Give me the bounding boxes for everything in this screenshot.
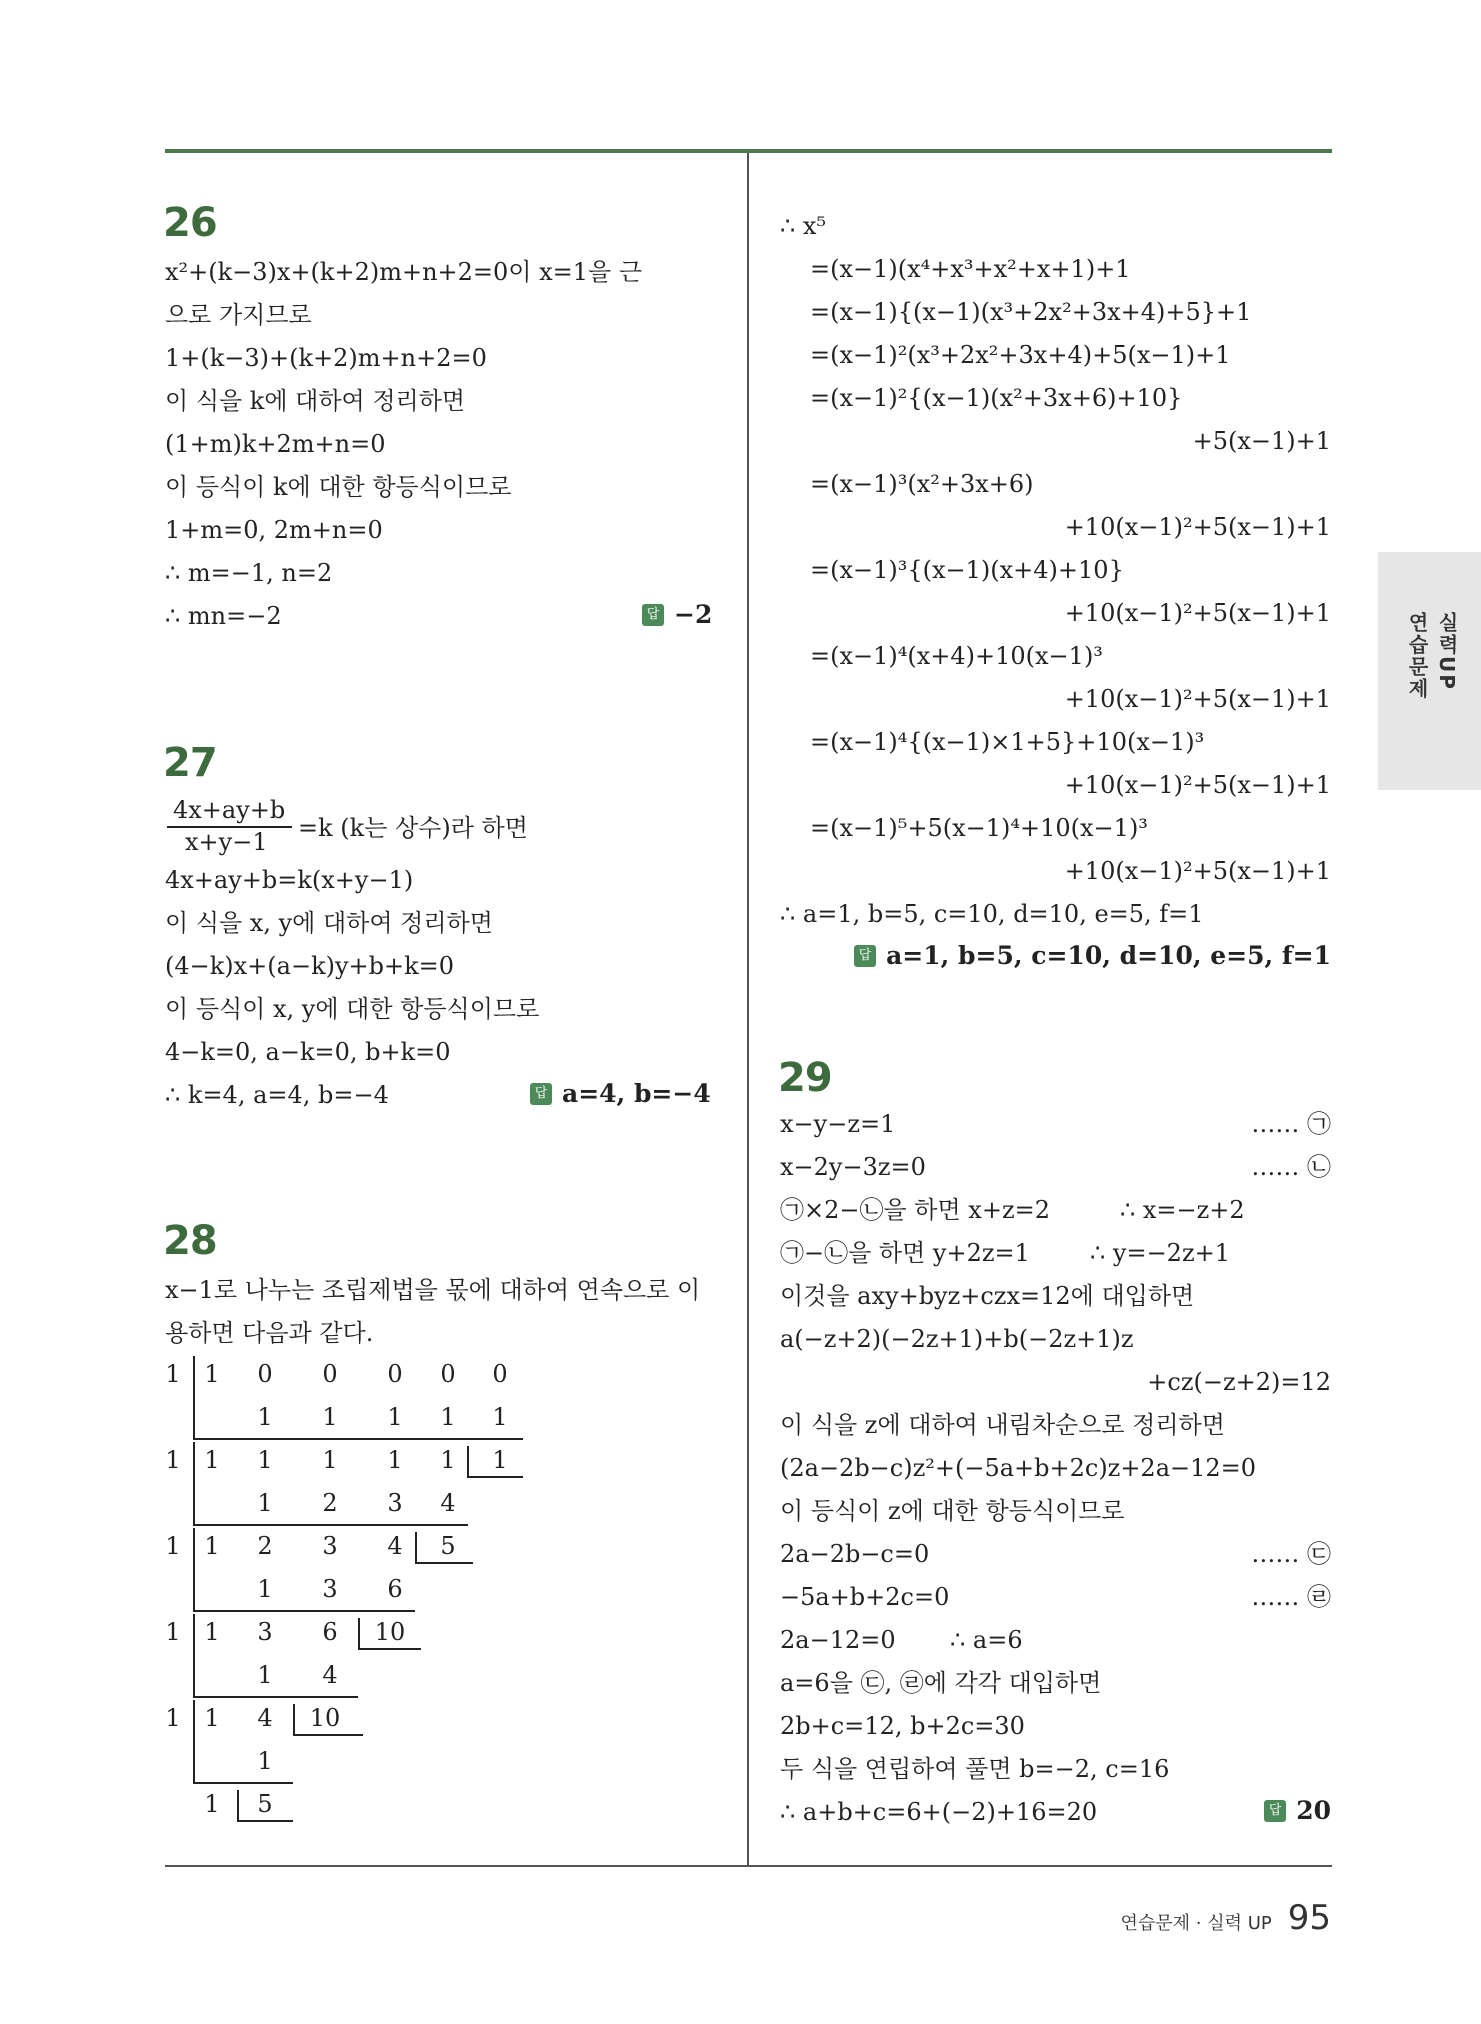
p27-line: 이 등식이 x, y에 대한 항등식이므로 — [165, 995, 540, 1023]
p26-line: ∴ mn=−2 — [165, 602, 282, 630]
answer-badge: 답 — [642, 604, 664, 626]
syn-vline — [193, 1700, 195, 1782]
syn-divisor: 1 — [165, 1446, 181, 1474]
p27-frac-denominator: x+y−1 — [185, 828, 268, 856]
syn-hline — [415, 1562, 473, 1564]
p28-line: 용하면 다음과 같다. — [165, 1319, 374, 1347]
syn-cell: 1 — [204, 1532, 220, 1560]
syn-cell: 4 — [257, 1704, 273, 1732]
syn-cell: 1 — [492, 1403, 508, 1431]
syn-remainder: 5 — [257, 1790, 273, 1818]
syn-cell: 3 — [322, 1532, 338, 1560]
syn-cell: 4 — [322, 1661, 338, 1689]
p29-line: 이 등식이 z에 대한 항등식이므로 — [780, 1497, 1125, 1525]
column-divider — [747, 153, 749, 1865]
bottom-rule — [165, 1865, 1332, 1867]
p29-mark: …… ㉢ — [1251, 1540, 1331, 1568]
syn-cell: 3 — [257, 1618, 273, 1646]
p28-right-line: =(x−1)⁴{(x−1)×1+5}+10(x−1)³ — [810, 728, 1205, 756]
p29-answer — [1264, 1796, 1331, 1825]
p26-line: 으로 가지므로 — [165, 301, 312, 329]
syn-hline — [193, 1782, 293, 1784]
p27-frac-rest: =k (k는 상수)라 하면 — [298, 814, 528, 842]
synthetic-division — [165, 1360, 545, 1840]
p28-right-line: +10(x−1)²+5(x−1)+1 — [1064, 857, 1331, 885]
syn-hline — [193, 1438, 523, 1440]
syn-cell: 1 — [257, 1661, 273, 1689]
p28-right-line: =(x−1)²(x³+2x²+3x+4)+5(x−1)+1 — [810, 341, 1231, 369]
syn-cell: 4 — [387, 1532, 403, 1560]
p28-right-line: =(x−1)⁴(x+4)+10(x−1)³ — [810, 642, 1103, 670]
syn-divisor: 1 — [165, 1618, 181, 1646]
p29-line: ㉠×2−㉡을 하면 x+z=2 — [780, 1196, 1050, 1224]
answer-badge: 답 — [854, 945, 876, 967]
syn-remainder: 1 — [492, 1446, 508, 1474]
syn-cell: 6 — [387, 1575, 403, 1603]
p28-answer-value: a=1, b=5, c=10, d=10, e=5, f=1 — [886, 941, 1331, 970]
syn-hline — [293, 1734, 363, 1736]
syn-cell: 0 — [257, 1360, 273, 1388]
p27-line: 4x+ay+b=k(x+y−1) — [165, 866, 414, 894]
p28-right-line: ∴ a=1, b=5, c=10, d=10, e=5, f=1 — [780, 900, 1204, 928]
syn-cell: 1 — [257, 1747, 273, 1775]
side-tab-line1: 실력UP — [1435, 612, 1459, 691]
p26-line: 이 식을 k에 대하여 정리하면 — [165, 387, 466, 415]
p29-mark: …… ㉡ — [1251, 1153, 1331, 1181]
syn-cell: 4 — [440, 1489, 456, 1517]
answer-badge: 답 — [1264, 1800, 1286, 1822]
syn-cell: 0 — [387, 1360, 403, 1388]
syn-cell: 1 — [204, 1360, 220, 1388]
syn-hline — [358, 1648, 421, 1650]
p26-line: 1+(k−3)+(k+2)m+n+2=0 — [165, 344, 487, 372]
p29-line: 이 식을 z에 대하여 내림차순으로 정리하면 — [780, 1411, 1225, 1439]
syn-vline — [193, 1614, 195, 1696]
syn-cell: 3 — [322, 1575, 338, 1603]
p29-line: (2a−2b−c)z²+(−5a+b+2c)z+2a−12=0 — [780, 1454, 1257, 1482]
p29-line: −5a+b+2c=0 — [780, 1583, 950, 1611]
p26-line: ∴ m=−1, n=2 — [165, 559, 333, 587]
syn-remainder: 10 — [309, 1704, 341, 1732]
syn-divisor: 1 — [165, 1704, 181, 1732]
footer-section-title: 연습문제 · 실력 UP — [1120, 1913, 1272, 1934]
syn-hline — [467, 1476, 523, 1478]
syn-remainder: 5 — [440, 1532, 456, 1560]
p28-right-line: =(x−1)²{(x−1)(x²+3x+6)+10} — [810, 384, 1183, 412]
answer-badge: 답 — [530, 1083, 552, 1105]
syn-vline — [293, 1704, 295, 1734]
syn-hline — [193, 1524, 468, 1526]
p29-answer-value: 20 — [1296, 1796, 1331, 1825]
syn-cell: 2 — [257, 1532, 273, 1560]
p29-side: ∴ a=6 — [950, 1626, 1023, 1654]
side-tab-line2: 연습문제 — [1405, 612, 1429, 700]
p26-answer — [642, 600, 712, 629]
page-footer — [1120, 1898, 1331, 1938]
syn-vline — [193, 1442, 195, 1524]
syn-hline — [237, 1820, 293, 1822]
p27-line: (4−k)x+(a−k)y+b+k=0 — [165, 952, 455, 980]
syn-vline — [358, 1618, 360, 1648]
p28-right-line: +10(x−1)²+5(x−1)+1 — [1064, 771, 1331, 799]
syn-divisor: 1 — [165, 1532, 181, 1560]
p28-right-line: +10(x−1)²+5(x−1)+1 — [1064, 599, 1331, 627]
problem-29-number: 29 — [778, 1055, 832, 1101]
p29-line: 이것을 axy+byz+czx=12에 대입하면 — [780, 1282, 1195, 1310]
syn-cell: 1 — [322, 1403, 338, 1431]
p27-line: 4−k=0, a−k=0, b+k=0 — [165, 1038, 451, 1066]
syn-vline — [193, 1528, 195, 1610]
p29-line: ∴ a+b+c=6+(−2)+16=20 — [780, 1798, 1098, 1826]
syn-cell: 1 — [257, 1575, 273, 1603]
syn-cell: 0 — [492, 1360, 508, 1388]
syn-cell: 1 — [257, 1446, 273, 1474]
p29-mark: …… ㉣ — [1251, 1583, 1331, 1611]
p29-line: ㉠−㉡을 하면 y+2z=1 — [780, 1239, 1030, 1267]
p26-answer-value: −2 — [674, 600, 713, 629]
page-number: 95 — [1287, 1898, 1331, 1938]
p28-right-line: =(x−1)⁵+5(x−1)⁴+10(x−1)³ — [810, 814, 1148, 842]
p28-right-line: +10(x−1)²+5(x−1)+1 — [1064, 685, 1331, 713]
p28-right-line: =(x−1){(x−1)(x³+2x²+3x+4)+5}+1 — [810, 298, 1252, 326]
syn-cell: 3 — [387, 1489, 403, 1517]
p26-line: (1+m)k+2m+n=0 — [165, 430, 386, 458]
syn-cell: 1 — [204, 1704, 220, 1732]
problem-27-number: 27 — [163, 740, 217, 786]
chapter-side-tab — [1378, 552, 1481, 790]
p29-line: a(−z+2)(−2z+1)+b(−2z+1)z — [780, 1325, 1134, 1353]
syn-divisor: 1 — [165, 1360, 181, 1388]
syn-cell: 1 — [257, 1403, 273, 1431]
p26-line: 이 등식이 k에 대한 항등식이므로 — [165, 473, 512, 501]
p28-right-line: ∴ x⁵ — [780, 212, 827, 240]
p29-side: ∴ y=−2z+1 — [1090, 1239, 1230, 1267]
p27-line: ∴ k=4, a=4, b=−4 — [165, 1081, 389, 1109]
p28-right-line: +5(x−1)+1 — [1192, 427, 1331, 455]
syn-cell: 1 — [204, 1446, 220, 1474]
problem-26-number: 26 — [163, 200, 217, 246]
syn-cell: 1 — [440, 1446, 456, 1474]
syn-vline — [237, 1790, 239, 1820]
p29-line: x−2y−3z=0 — [780, 1153, 926, 1181]
syn-vline — [193, 1356, 195, 1438]
p28-line: x−1로 나누는 조립제법을 몫에 대하여 연속으로 이 — [165, 1276, 701, 1304]
syn-hline — [193, 1696, 358, 1698]
syn-cell: 1 — [322, 1446, 338, 1474]
syn-cell: 0 — [440, 1360, 456, 1388]
p29-side: ∴ x=−z+2 — [1120, 1196, 1245, 1224]
p29-mark: …… ㉠ — [1251, 1110, 1331, 1138]
p29-line: 2b+c=12, b+2c=30 — [780, 1712, 1025, 1740]
p27-answer-value: a=4, b=−4 — [562, 1079, 711, 1108]
problem-28-number: 28 — [163, 1218, 217, 1264]
p28-right-line: +10(x−1)²+5(x−1)+1 — [1064, 513, 1331, 541]
p27-line: 이 식을 x, y에 대하여 정리하면 — [165, 909, 493, 937]
syn-remainder: 10 — [374, 1618, 406, 1646]
p28-answer — [854, 941, 1331, 970]
p26-line: 1+m=0, 2m+n=0 — [165, 516, 383, 544]
p26-line: x²+(k−3)x+(k+2)m+n+2=0이 x=1을 근 — [165, 258, 643, 286]
p29-line: x−y−z=1 — [780, 1110, 896, 1138]
syn-hline — [193, 1610, 415, 1612]
p29-line: 두 식을 연립하여 풀면 b=−2, c=16 — [780, 1755, 1170, 1783]
syn-cell: 1 — [204, 1790, 220, 1818]
p29-line: 2a−12=0 — [780, 1626, 896, 1654]
syn-cell: 1 — [440, 1403, 456, 1431]
syn-cell: 0 — [322, 1360, 338, 1388]
syn-cell: 1 — [387, 1446, 403, 1474]
p27-frac-numerator: 4x+ay+b — [173, 796, 286, 824]
p28-right-line: =(x−1)³(x²+3x+6) — [810, 470, 1034, 498]
syn-vline — [467, 1446, 469, 1476]
syn-vline — [415, 1532, 417, 1562]
p29-line: +cz(−z+2)=12 — [1147, 1368, 1331, 1396]
syn-cell: 1 — [387, 1403, 403, 1431]
syn-cell: 1 — [204, 1618, 220, 1646]
p29-line: a=6을 ㉢, ㉣에 각각 대입하면 — [780, 1669, 1102, 1697]
p28-right-line: =(x−1)(x⁴+x³+x²+x+1)+1 — [810, 255, 1131, 283]
p28-right-line: =(x−1)³{(x−1)(x+4)+10} — [810, 556, 1124, 584]
syn-cell: 2 — [322, 1489, 338, 1517]
p27-answer — [530, 1079, 711, 1108]
syn-cell: 6 — [322, 1618, 338, 1646]
p29-line: 2a−2b−c=0 — [780, 1540, 930, 1568]
syn-cell: 1 — [257, 1489, 273, 1517]
